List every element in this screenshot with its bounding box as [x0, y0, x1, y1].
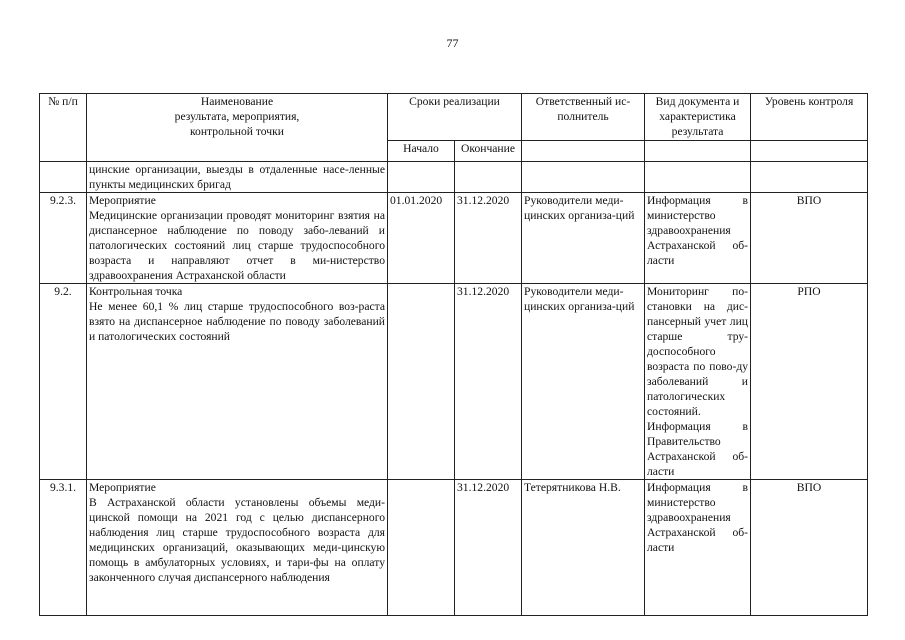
cell-responsible	[522, 162, 645, 193]
row-level: ВПО	[751, 480, 868, 616]
row-doc: Мониторинг по-становки на дис-пансерный учет лиц старше тру-доспособного возраста по пово-ду заболеваний и патологических состояний. Информация в Правительство Астраханской об-ласти	[645, 284, 751, 480]
row-label: Мероприятие	[89, 194, 156, 207]
cell-num	[40, 162, 87, 193]
header-empty-doc	[645, 141, 751, 162]
row-number: 9.2.3.	[40, 193, 87, 284]
row-label: Контрольная точка	[89, 285, 183, 298]
row-end: 31.12.2020	[455, 193, 522, 284]
header-doc-type: Вид документа и характеристика результата	[645, 94, 751, 141]
plan-table	[39, 93, 868, 616]
row-responsible: Тетерятникова Н.В.	[522, 480, 645, 616]
row-responsible: Руководители меди-цинских организа-ций	[522, 284, 645, 480]
header-name	[87, 94, 388, 162]
row-doc: Информация в министерство здравоохранения Астраханской об-ласти	[645, 193, 751, 284]
row-end: 31.12.2020	[455, 480, 522, 616]
row-content	[87, 193, 388, 284]
header-responsible: Ответственный ис-полнитель	[522, 94, 645, 141]
table-row	[40, 193, 868, 284]
header-terms: Сроки реализации	[388, 94, 522, 141]
cell-start	[388, 162, 455, 193]
row-description: Не менее 60,1 % лиц старше трудоспособного воз-раста взято на диспансерное наблюдение по поводу заболеваний и патологических состояний	[89, 300, 385, 343]
row-doc: Информация в министерство здравоохранения Астраханской об-ласти	[645, 480, 751, 616]
page-number: 77	[446, 36, 459, 50]
row-description: Медицинские организации проводят мониторинг взятия на диспансерное наблюдение по поводу забо-леваний и патологических состояний лиц старше трудоспособного возраста и направляют отчет в ми-нистерство здравоохранения Астраханской области	[89, 209, 385, 282]
table-row	[40, 284, 868, 480]
row-level: ВПО	[751, 193, 868, 284]
header-control: Уровень контроля	[751, 94, 868, 141]
row-end: 31.12.2020	[455, 284, 522, 480]
header-num: № п/п	[40, 94, 87, 162]
row-level: РПО	[751, 284, 868, 480]
row-content	[87, 480, 388, 616]
header-name-line-2: результата, мероприятия,	[174, 110, 300, 123]
cell-level	[751, 162, 868, 193]
header-name-line-1: Наименование	[200, 95, 274, 108]
row-start	[388, 284, 455, 480]
row-label: Мероприятие	[89, 481, 156, 494]
table-row	[40, 480, 868, 616]
row-number: 9.3.1.	[40, 480, 87, 616]
cell-end	[455, 162, 522, 193]
row-content	[87, 284, 388, 480]
header-name-line-3: контрольной точки	[190, 125, 284, 138]
header-end: Окончание	[455, 141, 522, 162]
table-row	[40, 162, 868, 193]
header-empty-control	[751, 141, 868, 162]
row-start	[388, 480, 455, 616]
row-responsible: Руководители меди-цинских организа-ций	[522, 193, 645, 284]
continuation-text: цинские организации, выезды в отдаленные насе-ленные пункты медицинских бригад	[87, 162, 388, 193]
header-start: Начало	[388, 141, 455, 162]
header-empty-responsible	[522, 141, 645, 162]
cell-doc	[645, 162, 751, 193]
row-start: 01.01.2020	[388, 193, 455, 284]
row-number: 9.2.	[40, 284, 87, 480]
row-description: В Астраханской области установлены объемы меди-цинской помощи на 2021 год с целью диспансерного наблюдения лиц старше трудоспособного возраста для медицинских организаций, оказывающих меди-цинскую помощь в амбулаторных условиях, и тари-фы на оплату законченного случая диспансерного наблюдения	[89, 496, 385, 584]
